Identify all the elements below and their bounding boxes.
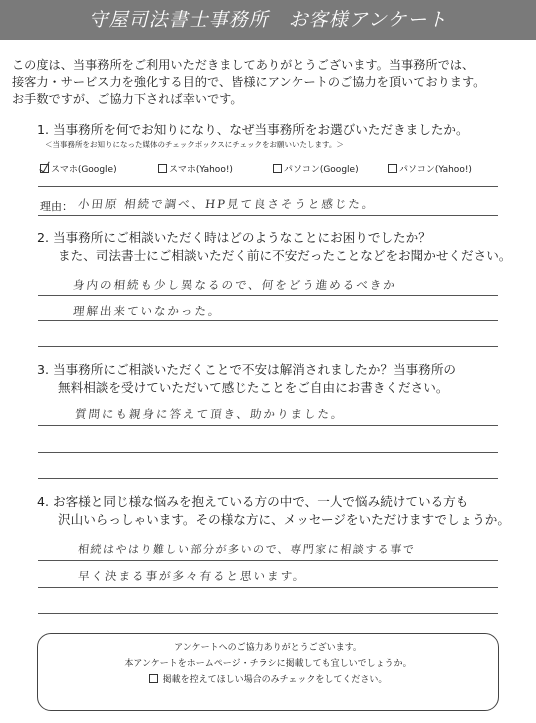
checkbox-pc-yahoo[interactable] <box>388 162 472 175</box>
divider-line <box>38 186 498 187</box>
checkbox-label: スマホ(Google) <box>51 165 117 175</box>
checkbox-box[interactable] <box>273 164 282 173</box>
answer-line <box>38 478 498 479</box>
handwritten-answer-line: 身内の相続も少し異なるので、何をどう進めるべきか <box>72 278 398 292</box>
answer-line <box>38 320 498 321</box>
handwritten-answer-line: 理解出来ていなかった。 <box>72 304 223 318</box>
thanks-text: アンケートへのご協力ありがとうございます。 <box>174 643 362 653</box>
checkbox-label: スマホ(Yahoo!) <box>169 165 233 175</box>
checkbox-label: パソコン(Yahoo!) <box>399 165 472 175</box>
question-1: 1. 当事務所を何でお知りになり、なぜ当事務所をお選びいただきましたか。 <box>37 122 469 137</box>
question-1-note: ＜当事務所をお知りになった媒体のチェックボックスにチェックをお願いいたします。＞ <box>45 140 344 149</box>
survey-header <box>0 0 536 40</box>
intro-line: 接客力・サービス力を強化する目的で、皆様にアンケートのご協力を頂いております。 <box>12 75 486 89</box>
reason-label: 理由： <box>40 200 73 213</box>
question-3-line-1: 3. 当事務所にご相談いただくことで不安は解消されましたか？当事務所の <box>37 362 457 377</box>
checkbox-pc-google[interactable] <box>273 162 359 175</box>
question-2-line-1: 2. 当事務所にご相談いただく時はどのようなことにお困りでしたか？ <box>37 230 431 245</box>
answer-line <box>38 295 498 296</box>
question-3-line-2: 無料相談を受けていただいて感じたことをご自由にお書きください。 <box>58 380 449 395</box>
intro-line: お手数ですが、ご協力下されば幸いです。 <box>12 92 243 106</box>
intro-text <box>12 57 527 108</box>
answer-line <box>38 215 498 216</box>
checkbox-smartphone-yahoo[interactable] <box>158 162 233 175</box>
answer-line <box>38 613 498 614</box>
survey-title: 守屋司法書士事務所 お客様アンケート <box>88 9 448 31</box>
consent-checkbox[interactable] <box>149 674 158 683</box>
reason-answer: 小田原 相続で調べ、HP見て良さそうと感じた。 <box>77 197 377 211</box>
media-checkboxes <box>40 162 500 180</box>
answer-line <box>38 452 498 453</box>
checkbox-box[interactable] <box>40 164 49 173</box>
checkbox-box[interactable] <box>388 164 397 173</box>
answer-line <box>38 425 498 426</box>
handwritten-answer-line: 質問にも親身に答えて頂き、助かりました。 <box>74 407 346 421</box>
consent-checkbox-label: 掲載を控えてほしい場合のみチェックをしてください。 <box>162 675 388 685</box>
checkbox-label: パソコン(Google) <box>284 165 359 175</box>
intro-line: この度は、当事務所をご利用いただきましてありがとうございます。当事務所では、 <box>12 58 475 72</box>
handwritten-answer-line: 相続はやはり難しい部分が多いので、専門家に相談する事で <box>77 543 416 556</box>
consent-box <box>37 633 499 711</box>
question-2-line-2: また、司法書士にご相談いただく前に不安だったことなどをお聞かせください。 <box>58 248 512 263</box>
consent-checkbox-row[interactable] <box>38 672 498 688</box>
answer-line <box>38 560 498 561</box>
consent-question: 本アンケートをホームページ・チラシに掲載しても宜しいでしょうか。 <box>124 659 412 669</box>
question-4-line-1: 4. お客様と同じ様な悩みを抱えている方の中で、一人で悩み続けている方も <box>37 494 469 509</box>
checkbox-box[interactable] <box>158 164 167 173</box>
handwritten-answer-line: 早く決まる事が多々有ると思います。 <box>77 569 308 583</box>
question-4-line-2: 沢山いらっしゃいます。その様な方に、メッセージをいただけますでしょうか。 <box>58 512 510 527</box>
answer-line <box>38 587 498 588</box>
checkbox-smartphone-google[interactable] <box>40 162 117 175</box>
answer-line <box>38 346 498 347</box>
